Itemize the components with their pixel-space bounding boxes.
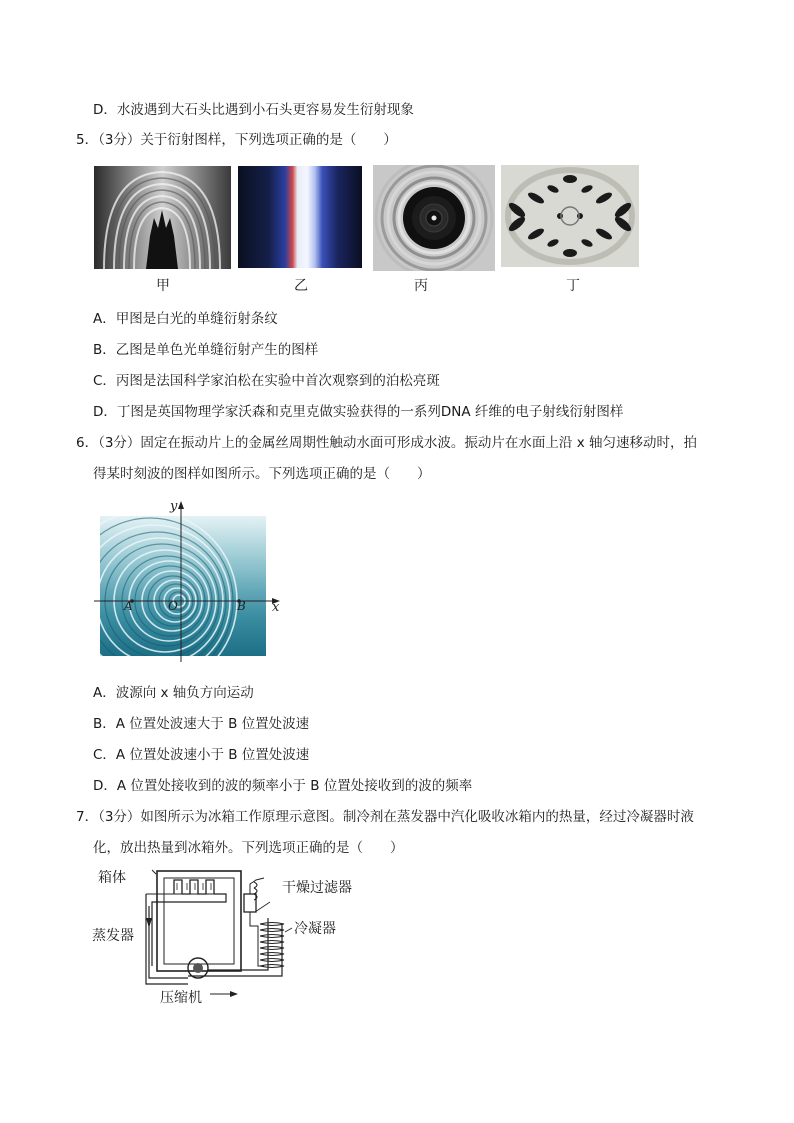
point-o-label: O (168, 599, 178, 613)
q6-option-a: A．波源向 x 轴负方向运动 (93, 685, 254, 701)
q5-option-c: C．丙图是法国科学家泊松在实验中首次观察到的泊松亮斑 (93, 373, 440, 389)
figure-jia-image (94, 166, 231, 269)
figure-bing-image (373, 165, 495, 271)
label-cabinet: 箱体 (98, 870, 126, 886)
point-a-label: A (124, 599, 133, 613)
q6-option-b: B．A 位置处波速大于 B 位置处波速 (93, 716, 310, 732)
figure-label-ding: 丁 (566, 278, 580, 294)
q6-stem-line1: 6．（3分）固定在振动片上的金属丝周期性触动水面可形成水波。振动片在水面上沿 x 轴匀速移动时，拍 (76, 435, 697, 451)
figure-ding-image (501, 165, 639, 267)
fridge-diagram (92, 866, 362, 1008)
label-compressor: 压缩机 (160, 990, 202, 1006)
q7-stem-line2: 化，放出热量到冰箱外。下列选项正确的是（ ） (93, 840, 404, 856)
figure-label-bing: 丙 (414, 278, 428, 294)
label-filter: 干燥过滤器 (282, 880, 352, 896)
q5-stem: 5．（3分）关于衍射图样，下列选项正确的是（ ） (76, 132, 397, 148)
q4-option-d: D．水波遇到大石头比遇到小石头更容易发生衍射现象 (93, 102, 414, 118)
label-evaporator: 蒸发器 (92, 928, 134, 944)
point-b-label: B (237, 599, 246, 613)
axis-y-label: y (170, 499, 178, 514)
q6-option-c: C．A 位置处波速小于 B 位置处波速 (93, 747, 310, 763)
q6-option-d: D．A 位置处接收到的波的频率小于 B 位置处接收到的波的频率 (93, 778, 473, 794)
figure-yi-image (238, 166, 362, 268)
q7-stem-line1: 7．（3分）如图所示为冰箱工作原理示意图。制冷剂在蒸发器中汽化吸收冰箱内的热量，经过冷凝器时液 (76, 809, 694, 825)
axis-x-label: x (272, 600, 280, 615)
q6-stem-line2: 得某时刻波的图样如图所示。下列选项正确的是（ ） (93, 466, 431, 482)
q5-option-d: D．丁图是英国物理学家沃森和克里克做实验获得的一系列DNA 纤维的电子射线衍射图样 (93, 404, 624, 420)
figure-label-jia: 甲 (156, 278, 170, 294)
q5-option-a: A．甲图是白光的单缝衍射条纹 (93, 311, 278, 327)
q5-option-b: B．乙图是单色光单缝衍射产生的图样 (93, 342, 319, 358)
figure-label-yi: 乙 (294, 278, 308, 294)
label-condenser: 冷凝器 (294, 921, 336, 937)
water-wave-figure (90, 496, 285, 668)
